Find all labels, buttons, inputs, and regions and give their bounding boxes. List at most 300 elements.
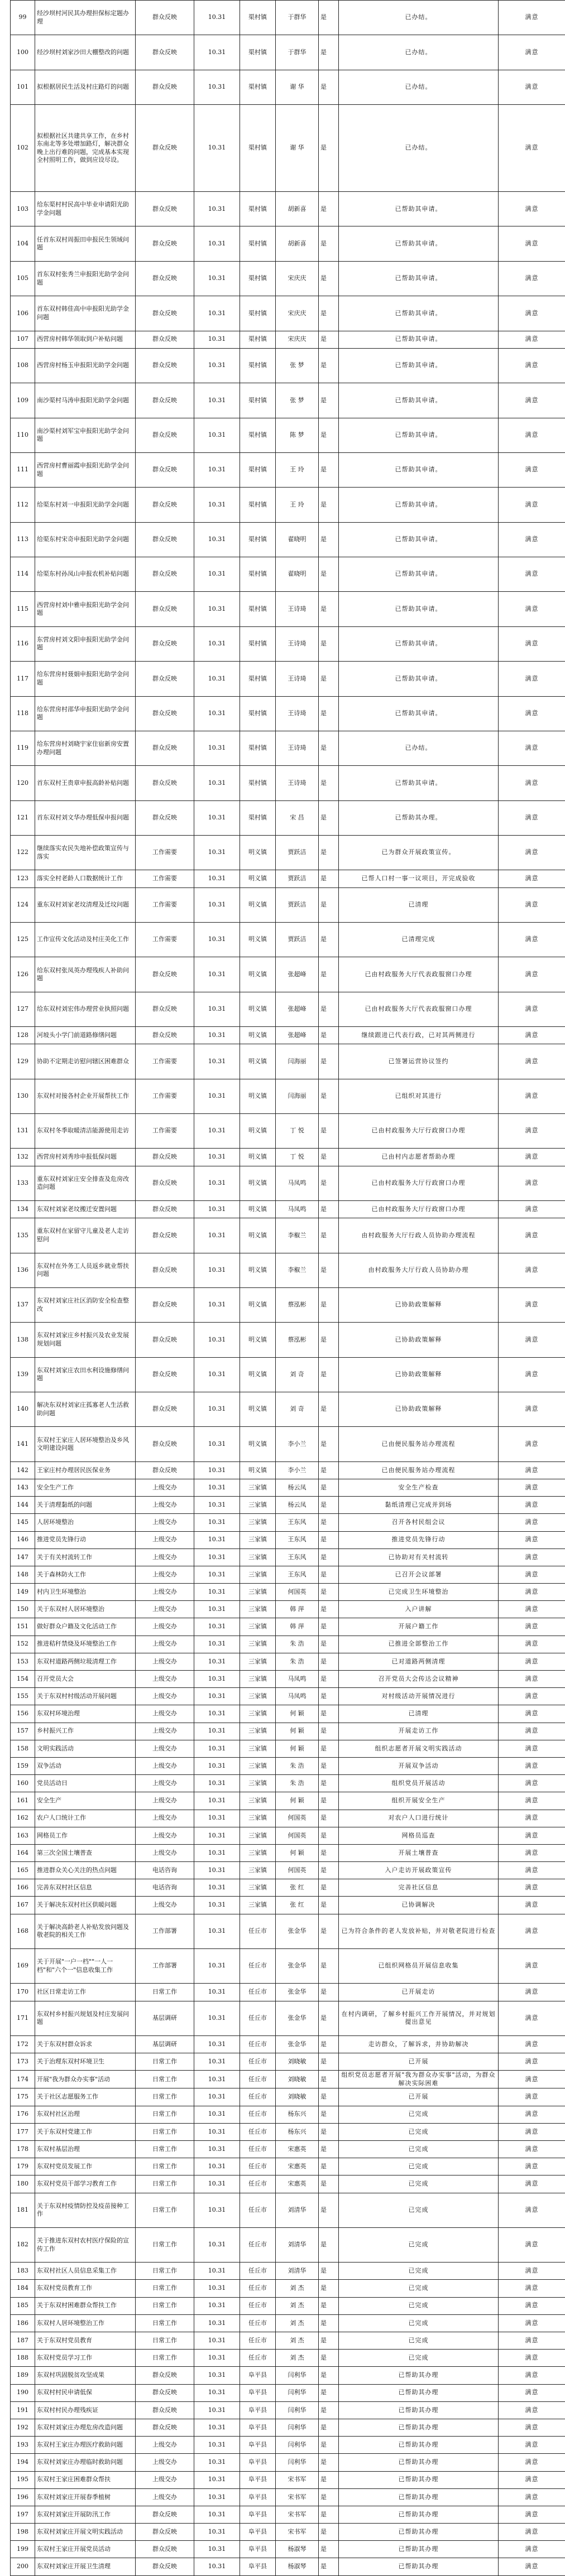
content-cell: 经沙坝村刘家沙田大棚整改的问题	[35, 35, 136, 70]
source-cell: 群众反映	[136, 1218, 194, 1253]
date-cell: 10.31	[194, 1166, 240, 1200]
source-cell: 工作需要	[136, 836, 194, 870]
date-cell: 10.31	[194, 226, 240, 261]
satisfaction-cell: 满意	[499, 522, 565, 557]
org-cell: 明义镇	[240, 887, 276, 922]
table-row	[11, 522, 565, 557]
row-number-cell: 161	[11, 1792, 35, 1810]
resolved-cell: 是	[319, 1792, 339, 1810]
table-row	[11, 1618, 565, 1636]
source-cell: 上级交办	[136, 1514, 194, 1531]
person-cell: 王东风	[276, 1514, 319, 1531]
person-cell: 杨淑琴	[276, 2558, 319, 2575]
resolved-cell: 是	[319, 1, 339, 35]
source-cell: 上级交办	[136, 2437, 194, 2454]
content-cell: 给渠东村刘一申报阳光助学金问题	[35, 488, 136, 522]
result-cell: 开展双争活动	[339, 1757, 499, 1774]
satisfaction-cell: 满意	[499, 1114, 565, 1149]
satisfaction-cell: 满意	[499, 383, 565, 418]
source-cell: 群众反映	[136, 2419, 194, 2436]
org-cell: 任丘市	[240, 2332, 276, 2350]
org-cell: 明义镇	[240, 1218, 276, 1253]
date-cell: 10.31	[194, 70, 240, 104]
table-row	[11, 2350, 565, 2367]
table-row	[11, 70, 565, 104]
row-number-cell: 166	[11, 1879, 35, 1897]
result-cell: 已完成	[339, 2263, 499, 2280]
resolved-cell: 是	[319, 2193, 339, 2227]
content-cell: 推进秸秆禁烧及环境整治工作	[35, 1636, 136, 1653]
resolved-cell: 是	[319, 226, 339, 261]
content-cell: 安全生产工作	[35, 1479, 136, 1496]
satisfaction-cell: 满意	[499, 1844, 565, 1861]
result-cell: 黏纸清理已完成并到场	[339, 1497, 499, 1514]
satisfaction-cell: 满意	[499, 1566, 565, 1583]
satisfaction-cell: 满意	[499, 1792, 565, 1810]
person-cell: 刘 杰	[276, 2280, 319, 2297]
content-cell: 落实全村老龄人口数据统计工作	[35, 870, 136, 887]
table-row	[11, 2454, 565, 2471]
person-cell: 宋书军	[276, 2506, 319, 2523]
org-cell: 三家镇	[240, 1584, 276, 1601]
date-cell: 10.31	[194, 1200, 240, 1218]
resolved-cell: 是	[319, 1723, 339, 1740]
table-row	[11, 488, 565, 522]
satisfaction-cell: 满意	[499, 557, 565, 592]
table-row	[11, 105, 565, 192]
resolved-cell: 是	[319, 2558, 339, 2575]
person-cell: 何 颖	[276, 1792, 319, 1810]
satisfaction-cell: 满意	[499, 1949, 565, 1984]
org-cell: 三家镇	[240, 1671, 276, 1688]
date-cell: 10.31	[194, 1949, 240, 1984]
content-cell: 社区日常走访工作	[35, 1984, 136, 2001]
satisfaction-cell: 满意	[499, 870, 565, 887]
resolved-cell: 是	[319, 696, 339, 731]
table-row	[11, 2227, 565, 2262]
person-cell: 闫利华	[276, 2419, 319, 2436]
satisfaction-cell: 满意	[499, 1149, 565, 1166]
satisfaction-cell: 满意	[499, 1705, 565, 1723]
resolved-cell: 是	[319, 2088, 339, 2106]
result-cell: 已帮人口村一事一议项目，开完成验收	[339, 870, 499, 887]
resolved-cell: 是	[319, 192, 339, 226]
date-cell: 10.31	[194, 1027, 240, 1044]
date-cell: 10.31	[194, 1497, 240, 1514]
row-number-cell: 121	[11, 800, 35, 835]
content-cell: 东双村乡村振兴规划及村庄发展问题	[35, 2001, 136, 2035]
result-cell: 已帮助其申请。	[339, 452, 499, 487]
source-cell: 群众反映	[136, 626, 194, 661]
date-cell: 10.31	[194, 662, 240, 696]
org-cell: 明义镇	[240, 1427, 276, 1461]
content-cell: 东营房村刘文阳申报阳光助学金问题	[35, 626, 136, 661]
result-cell: 已召开会议部署	[339, 1566, 499, 1583]
date-cell: 10.31	[194, 1897, 240, 1914]
result-cell: 推进党员先锋行动	[339, 1531, 499, 1549]
resolved-cell: 是	[319, 1688, 339, 1705]
org-cell: 明义镇	[240, 1044, 276, 1079]
content-cell: 关于东双村人居环境整治	[35, 1601, 136, 1618]
date-cell: 10.31	[194, 2071, 240, 2088]
date-cell: 10.31	[194, 2488, 240, 2506]
result-cell: 已帮助其申请。	[339, 331, 499, 348]
resolved-cell: 是	[319, 418, 339, 452]
satisfaction-cell: 满意	[499, 2419, 565, 2436]
source-cell: 上级交办	[136, 1584, 194, 1601]
table-row	[11, 1357, 565, 1392]
resolved-cell: 是	[319, 1479, 339, 1496]
satisfaction-cell: 满意	[499, 957, 565, 992]
org-cell: 三家镇	[240, 1705, 276, 1723]
source-cell: 群众反映	[136, 488, 194, 522]
source-cell: 日常工作	[136, 2193, 194, 2227]
table-row	[11, 1166, 565, 1200]
source-cell: 群众反映	[136, 452, 194, 487]
resolved-cell: 是	[319, 348, 339, 383]
org-cell: 三家镇	[240, 1636, 276, 1653]
content-cell: 文明实践活动	[35, 1740, 136, 1757]
table-row	[11, 261, 565, 296]
row-number-cell: 193	[11, 2437, 35, 2454]
source-cell: 上级交办	[136, 1775, 194, 1792]
result-cell: 已组织对其进行	[339, 1079, 499, 1113]
org-cell: 明义镇	[240, 870, 276, 887]
org-cell: 渠村镇	[240, 557, 276, 592]
result-cell: 已清理	[339, 1705, 499, 1723]
content-cell: 给东渠村村民高中毕业申请阳光助学金问题	[35, 192, 136, 226]
person-cell: 何 颖	[276, 1844, 319, 1861]
org-cell: 明义镇	[240, 1357, 276, 1392]
row-number-cell: 169	[11, 1949, 35, 1984]
org-cell: 渠村镇	[240, 662, 276, 696]
row-number-cell: 114	[11, 557, 35, 592]
content-cell: 东双村社区治理	[35, 2106, 136, 2123]
source-cell: 工作需要	[136, 1114, 194, 1149]
person-cell: 张 梦	[276, 348, 319, 383]
person-cell: 张 红	[276, 1879, 319, 1897]
content-cell: 东双村村民申请低保	[35, 2384, 136, 2401]
result-cell: 已帮助其申请。	[339, 766, 499, 800]
row-number-cell: 172	[11, 2035, 35, 2053]
table-row	[11, 1775, 565, 1792]
result-cell: 已帮助其申请。	[339, 696, 499, 731]
org-cell: 任丘市	[240, 2175, 276, 2193]
date-cell: 10.31	[194, 1566, 240, 1583]
result-cell: 已办结。	[339, 35, 499, 70]
date-cell: 10.31	[194, 1723, 240, 1740]
table-row	[11, 1514, 565, 1531]
resolved-cell: 是	[319, 1827, 339, 1844]
row-number-cell: 168	[11, 1914, 35, 1948]
row-number-cell: 150	[11, 1601, 35, 1618]
satisfaction-cell: 满意	[499, 261, 565, 296]
content-cell: 党员活动日	[35, 1775, 136, 1792]
org-cell: 渠村镇	[240, 418, 276, 452]
table-row	[11, 2506, 565, 2523]
row-number-cell: 104	[11, 226, 35, 261]
content-cell: 东双村在外务工人员返乡就业帮扶问题	[35, 1253, 136, 1287]
result-cell: 已办结。	[339, 70, 499, 104]
row-number-cell: 182	[11, 2227, 35, 2262]
date-cell: 10.31	[194, 1688, 240, 1705]
satisfaction-cell: 满意	[499, 1897, 565, 1914]
date-cell: 10.31	[194, 2558, 240, 2575]
resolved-cell: 是	[319, 2175, 339, 2193]
satisfaction-cell: 满意	[499, 1044, 565, 1079]
date-cell: 10.31	[194, 1287, 240, 1322]
table-row	[11, 1549, 565, 1566]
source-cell: 群众反映	[136, 1427, 194, 1461]
org-cell: 渠村镇	[240, 488, 276, 522]
table-row	[11, 1897, 565, 1914]
table-row	[11, 1601, 565, 1618]
person-cell: 韩 萍	[276, 1618, 319, 1636]
satisfaction-cell: 满意	[499, 105, 565, 192]
source-cell: 日常工作	[136, 2106, 194, 2123]
content-cell: 推进党员先锋行动	[35, 1531, 136, 1549]
source-cell: 群众反映	[136, 2541, 194, 2558]
source-cell: 群众反映	[136, 331, 194, 348]
person-cell: 马凤鸣	[276, 1688, 319, 1705]
source-cell: 日常工作	[136, 1984, 194, 2001]
date-cell: 10.31	[194, 1514, 240, 1531]
person-cell: 闫海丽	[276, 1079, 319, 1113]
satisfaction-cell: 满意	[499, 1514, 565, 1531]
result-cell: 完善社区信息	[339, 1879, 499, 1897]
person-cell: 闫利华	[276, 2401, 319, 2419]
date-cell: 10.31	[194, 800, 240, 835]
row-number-cell: 184	[11, 2280, 35, 2297]
table-row	[11, 2106, 565, 2123]
content-cell: 首东双村韩佳高中申报阳光助学金问题	[35, 296, 136, 331]
table-row	[11, 1027, 565, 1044]
org-cell: 渠村镇	[240, 522, 276, 557]
resolved-cell: 是	[319, 522, 339, 557]
table-row	[11, 1671, 565, 1688]
content-cell: 东双村刘家庄社区消防安全检查整改	[35, 1287, 136, 1322]
result-cell: 组织开展安全生产	[339, 1792, 499, 1810]
date-cell: 10.31	[194, 1705, 240, 1723]
satisfaction-cell: 满意	[499, 731, 565, 765]
source-cell: 上级交办	[136, 1497, 194, 1514]
date-cell: 10.31	[194, 2158, 240, 2175]
satisfaction-cell: 满意	[499, 887, 565, 922]
row-number-cell: 109	[11, 383, 35, 418]
resolved-cell: 是	[319, 1740, 339, 1757]
date-cell: 10.31	[194, 2437, 240, 2454]
row-number-cell: 176	[11, 2106, 35, 2123]
satisfaction-cell: 满意	[499, 1618, 565, 1636]
source-cell: 群众反映	[136, 1357, 194, 1392]
content-cell: 关于推进东双村农村医疗保险的宣传工作	[35, 2227, 136, 2262]
org-cell: 渠村镇	[240, 226, 276, 261]
satisfaction-cell: 满意	[499, 1688, 565, 1705]
satisfaction-cell: 满意	[499, 1740, 565, 1757]
date-cell: 10.31	[194, 296, 240, 331]
table-row	[11, 662, 565, 696]
table-row	[11, 1566, 565, 1583]
result-cell: 已协助对有关村流转	[339, 1549, 499, 1566]
date-cell: 10.31	[194, 1601, 240, 1618]
row-number-cell: 190	[11, 2384, 35, 2401]
result-cell: 已由村政服务大厅代表政服窗口办理	[339, 992, 499, 1026]
row-number-cell: 147	[11, 1549, 35, 1566]
resolved-cell: 是	[319, 2035, 339, 2053]
person-cell: 丁 悦	[276, 1114, 319, 1149]
result-cell: 开展土壤普查	[339, 1844, 499, 1861]
person-cell: 韩 萍	[276, 1601, 319, 1618]
resolved-cell: 是	[319, 662, 339, 696]
content-cell: 东双村刘家庄开展文明实践活动	[35, 2524, 136, 2541]
source-cell: 群众反映	[136, 1149, 194, 1166]
satisfaction-cell: 满意	[499, 1671, 565, 1688]
result-cell: 入户走访开展政策宣传	[339, 1862, 499, 1879]
person-cell: 刘清华	[276, 2263, 319, 2280]
resolved-cell: 是	[319, 1166, 339, 1200]
row-number-cell: 189	[11, 2367, 35, 2384]
person-cell: 朱 浩	[276, 1636, 319, 1653]
resolved-cell: 是	[319, 35, 339, 70]
person-cell: 马凤鸣	[276, 1166, 319, 1200]
table-row	[11, 1479, 565, 1496]
table-row	[11, 1688, 565, 1705]
resolved-cell: 是	[319, 887, 339, 922]
source-cell: 群众反映	[136, 226, 194, 261]
table-row	[11, 1253, 565, 1287]
result-cell: 组织党员志愿者开展"我为群众办实事"活动，为群众解决实际困难	[339, 2071, 499, 2088]
table-row	[11, 2558, 565, 2575]
result-cell: 已组织网格员开展信息收集	[339, 1949, 499, 1984]
person-cell: 王东风	[276, 1531, 319, 1549]
date-cell: 10.31	[194, 1671, 240, 1688]
date-cell: 10.31	[194, 522, 240, 557]
row-number-cell: 162	[11, 1810, 35, 1827]
date-cell: 10.31	[194, 1879, 240, 1897]
source-cell: 群众反映	[136, 1027, 194, 1044]
satisfaction-cell: 满意	[499, 1862, 565, 1879]
person-cell: 宋惠英	[276, 2158, 319, 2175]
org-cell: 渠村镇	[240, 731, 276, 765]
table-row	[11, 1705, 565, 1723]
person-cell: 杨东兴	[276, 2123, 319, 2140]
content-cell: 安全生产	[35, 1792, 136, 1810]
date-cell: 10.31	[194, 2350, 240, 2367]
resolved-cell: 是	[319, 1287, 339, 1322]
result-cell: 已完成	[339, 2193, 499, 2227]
satisfaction-cell: 满意	[499, 2297, 565, 2314]
result-cell: 已完成	[339, 2123, 499, 2140]
date-cell: 10.31	[194, 383, 240, 418]
content-cell: 东双村刘家庄农田水利设施修缮问题	[35, 1357, 136, 1392]
content-cell: 关于森林防火工作	[35, 1566, 136, 1583]
org-cell: 任丘市	[240, 2350, 276, 2367]
date-cell: 10.31	[194, 2297, 240, 2314]
table-row	[11, 2280, 565, 2297]
satisfaction-cell: 满意	[499, 2471, 565, 2488]
table-row	[11, 2263, 565, 2280]
content-cell: 西营房村刘中雅申报阳光助学金问题	[35, 592, 136, 626]
resolved-cell: 是	[319, 1114, 339, 1149]
org-cell: 阜平县	[240, 2454, 276, 2471]
source-cell: 日常工作	[136, 2140, 194, 2158]
satisfaction-cell: 满意	[499, 1879, 565, 1897]
satisfaction-cell: 满意	[499, 1427, 565, 1461]
row-number-cell: 135	[11, 1218, 35, 1253]
resolved-cell: 是	[319, 2106, 339, 2123]
content-cell: 河坡头小学门前道路修缮问题	[35, 1027, 136, 1044]
source-cell: 上级交办	[136, 1479, 194, 1496]
date-cell: 10.31	[194, 2175, 240, 2193]
row-number-cell: 101	[11, 70, 35, 104]
date-cell: 10.31	[194, 331, 240, 348]
table-row	[11, 1114, 565, 1149]
org-cell: 渠村镇	[240, 452, 276, 487]
date-cell: 10.31	[194, 696, 240, 731]
satisfaction-cell: 满意	[499, 1914, 565, 1948]
result-cell: 已完成	[339, 2350, 499, 2367]
resolved-cell: 是	[319, 1757, 339, 1774]
result-cell: 已完成	[339, 2314, 499, 2332]
person-cell: 刘 杰	[276, 2350, 319, 2367]
satisfaction-cell: 满意	[499, 1461, 565, 1479]
satisfaction-cell: 满意	[499, 1027, 565, 1044]
content-cell: 东双村党员教育工作	[35, 2280, 136, 2297]
satisfaction-cell: 满意	[499, 2053, 565, 2071]
table-row	[11, 1636, 565, 1653]
satisfaction-cell: 满意	[499, 1549, 565, 1566]
content-cell: 东双村刘家老坟搬迁安置问题	[35, 1200, 136, 1218]
org-cell: 三家镇	[240, 1497, 276, 1514]
person-cell: 贾跃洁	[276, 836, 319, 870]
date-cell: 10.31	[194, 1079, 240, 1113]
row-number-cell: 157	[11, 1723, 35, 1740]
resolved-cell: 是	[319, 2314, 339, 2332]
person-cell: 张金华	[276, 1984, 319, 2001]
result-cell: 已开展	[339, 2053, 499, 2071]
content-cell: 首东双村王贵章申报高龄补贴问题	[35, 766, 136, 800]
row-number-cell: 126	[11, 957, 35, 992]
row-number-cell: 138	[11, 1323, 35, 1357]
result-cell: 已帮助其申请。	[339, 592, 499, 626]
row-number-cell: 110	[11, 418, 35, 452]
row-number-cell: 188	[11, 2350, 35, 2367]
person-cell: 何国英	[276, 1810, 319, 1827]
content-cell: 东双村党员学习工作	[35, 2350, 136, 2367]
satisfaction-cell: 满意	[499, 1253, 565, 1287]
result-cell: 已办结。	[339, 731, 499, 765]
result-cell: 已帮助其办理	[339, 2454, 499, 2471]
person-cell: 宋惠英	[276, 2140, 319, 2158]
person-cell: 翟晓明	[276, 522, 319, 557]
source-cell: 日常工作	[136, 2123, 194, 2140]
date-cell: 10.31	[194, 1810, 240, 1827]
source-cell: 日常工作	[136, 2280, 194, 2297]
satisfaction-cell: 满意	[499, 1357, 565, 1392]
content-cell: 东双村刘家庄乡村振兴及农业发展规划问题	[35, 1323, 136, 1357]
content-cell: 村内卫生环境整治	[35, 1584, 136, 1601]
resolved-cell: 是	[319, 1200, 339, 1218]
date-cell: 10.31	[194, 1461, 240, 1479]
person-cell: 刘 杰	[276, 2314, 319, 2332]
result-cell: 已完成	[339, 2175, 499, 2193]
table-row	[11, 348, 565, 383]
content-cell: 东双村刘家庄办理临时救助问题	[35, 2454, 136, 2471]
date-cell: 10.31	[194, 2263, 240, 2280]
org-cell: 渠村镇	[240, 192, 276, 226]
table-row	[11, 1, 565, 35]
table-row	[11, 226, 565, 261]
